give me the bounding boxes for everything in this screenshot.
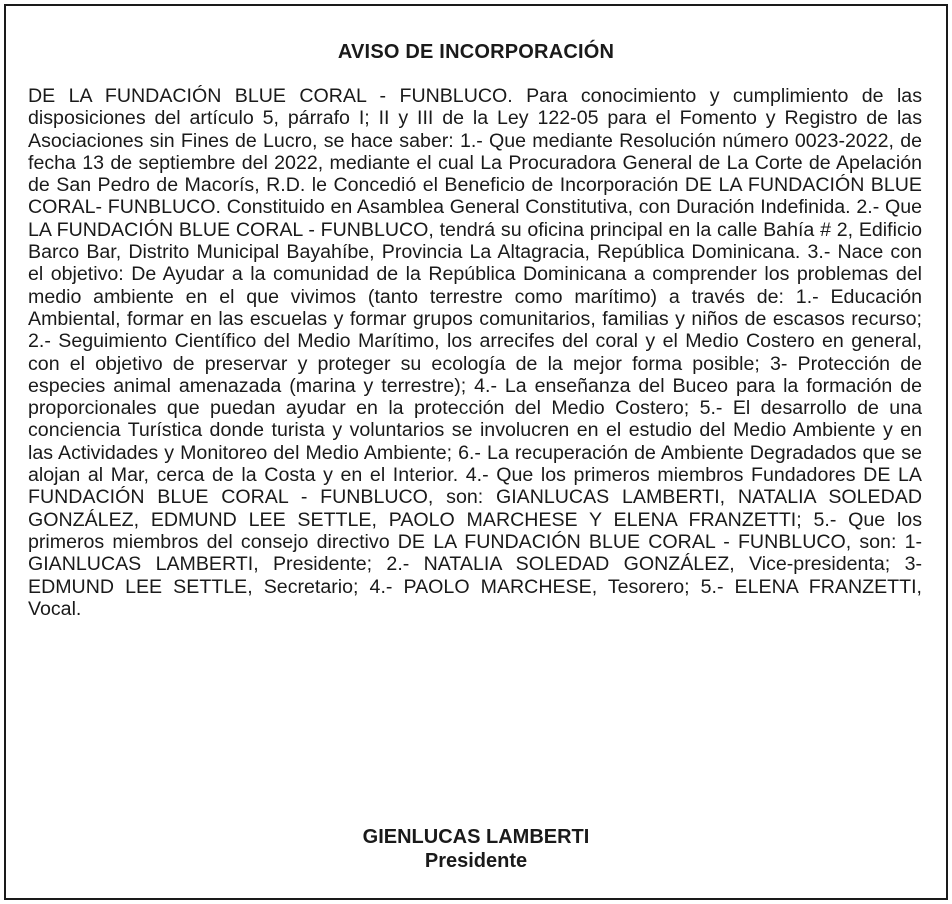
signature-role: Presidente	[424, 850, 528, 872]
notice-body: DE LA FUNDACIÓN BLUE CORAL - FUNBLUCO. Para conocimiento y cumplimiento de las disposiciones del artículo 5, párrafo I; II y III de la Ley 122-05 para el Fomento y Registro de las Asociaciones sin Fines de Lucro, se hace saber: 1.- Que mediante Resolución número 0023-2022, de fecha 13 de septiembre del 2022, mediante el cual La Procuradora General de La Corte de Apelación de San Pedro de Macorís, R.D. le Concedió el Beneficio de Incorporación DE LA FUNDACIÓN BLUE CORAL- FUNBLUCO. Constituido en Asamblea General Constitutiva, con Duración Indefinida. 2.- Que LA FUNDACIÓN BLUE CORAL - FUNBLUCO, tendrá su oficina principal en la calle Bahía # 2, Edificio Barco Bar, Distrito Municipal Bayahíbe, Provincia La Altagracia, República Dominicana. 3.- Nace con el objetivo: De Ayudar a la comunidad de la República Dominicana a comprender los problemas del medio ambiente en el que vivimos (tanto terrestre como marítimo) a través de: 1.- Educación Ambiental, formar en las escuelas y formar grupos comunitarios, familias y niños de escasos recurso; 2.- Seguimiento Científico del Medio Marítimo, los arrecifes del coral y el Medio Costero en general, con el objetivo de preservar y proteger su ecología de la mejor forma posible; 3- Protección de especies animal amenazada (marina y terrestre); 4.- La enseñanza del Buceo para la formación de proporcionales que puedan ayudar en la protección del Medio Costero; 5.- El desarrollo de una conciencia Turística donde turista y voluntarios se involucren en el estudio del Medio Ambiente y en las Actividades y Monitoreo del Medio Ambiente; 6.- La recuperación de Ambiente Degradados que se alojan al Mar, cerca de la Costa y en el Interior. 4.- Que los primeros miembros Fundadores DE LA FUNDACIÓN BLUE CORAL - FUNBLUCO, son: GIANLUCAS LAMBERTI, NATALIA SOLEDAD GONZÁLEZ, EDMUND LEE SETTLE, PAOLO MARCHESE Y ELENA FRANZETTI; 5.- Que los primeros miembros del consejo directivo DE LA FUNDACIÓN BLUE CORAL - FUNBLUCO, son: 1- GIANLUCAS LAMBERTI, Presidente; 2.- NATALIA SOLEDAD GONZÁLEZ, Vice-presidenta; 3- EDMUND LEE SETTLE, Secretario; 4.- PAOLO MARCHESE, Tesorero; 5.- ELENA FRANZETTI, Vocal.	[28, 85, 922, 620]
notice-box	[4, 4, 948, 900]
signature-name: GIENLUCAS LAMBERTI	[362, 826, 590, 848]
notice-title: AVISO DE INCORPORACIÓN	[337, 41, 615, 63]
signature-block	[6, 825, 946, 873]
